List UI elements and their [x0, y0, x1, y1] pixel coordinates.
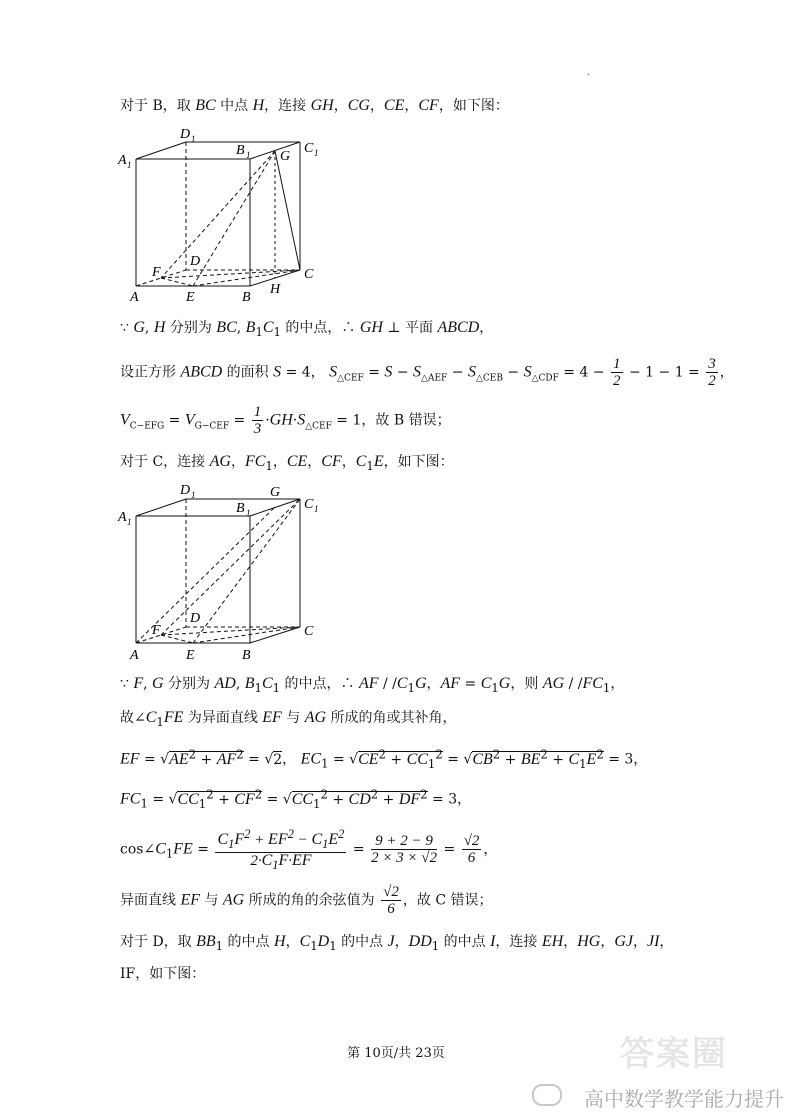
watermark-text: 高中数学教学能力提升: [584, 1087, 784, 1111]
page-footer: 第 10页/共 23页: [347, 1046, 445, 1061]
frac-third: $\frac{1}{3}$: [253, 404, 262, 437]
label-b: B: [242, 290, 251, 304]
sub-3: 1: [246, 150, 251, 160]
frac-three-halves: $\frac{3}{2}$: [708, 356, 716, 389]
label2-f: F: [152, 623, 161, 638]
sub2-4: 1: [314, 504, 319, 514]
wechat-icon: [532, 1084, 562, 1106]
label2-c1: C: [304, 497, 314, 512]
sub-4: 1: [314, 148, 319, 158]
label-c1: C: [304, 141, 314, 156]
label2-a1: A: [118, 510, 127, 525]
label-d1: D: [180, 127, 191, 142]
sub2-1: 1: [127, 517, 132, 527]
label2-g: G: [270, 485, 281, 500]
frac-half: $\frac{1}{2}$: [613, 356, 621, 389]
label-a1: A: [118, 153, 127, 168]
sub-2: 1: [191, 134, 196, 144]
label2-e: E: [186, 648, 195, 663]
label-c: C: [304, 267, 314, 282]
frac-cos-formula: $\frac{C_1F^2 + EF^2 - C_1E^2}{2\cdot C_1F\cdot EF}$: [217, 827, 345, 872]
line-b1: ∵ G, H 分别为 BC, $B_1C_1$ 的中点，∴ GH ⊥ 平面 ABCD，: [120, 319, 494, 339]
frac-root2-6b: $\frac{√2}{6}$: [383, 884, 399, 917]
label2-c: C: [304, 624, 314, 639]
label-b1: B: [236, 143, 245, 158]
cube-svg-1: [110, 124, 330, 304]
line-c5: $\cos\angle C_1FE$ = $\frac{C_1F^2 + EF^2 - C_1E^2}{2\cdot C_1F\cdot EF}$ = $\frac{9 + 2 - 9}{2 \times 3 \times √2}$ = $\frac{√2}{6}$ ，: [120, 827, 498, 872]
label2-d1: D: [180, 483, 191, 498]
line-c4: $FC_1 = √CC_1^2 + CF^2 = √CC_1^2 + CD^2 + DF^2 = 3$，: [120, 787, 472, 811]
label2-b: B: [242, 648, 251, 663]
sub2-3: 1: [246, 508, 251, 518]
frac-cos-values: $\frac{9 + 2 - 9}{2 \times 3 \times √2}$: [371, 833, 438, 866]
line-c3: EF = $√AE^2 + AF^2 = √2$， $EC_1 = √CE^2 + CC_1^2 = √CB^2 + BE^2 + C_1E^2 = 3$，: [120, 747, 648, 771]
label2-d: D: [190, 611, 201, 626]
sub-1: 1: [127, 160, 132, 170]
label-g: G: [280, 149, 291, 164]
watermark-stamp: 答案圈: [620, 1034, 728, 1074]
para-b-intro: 对于 B，取 BC 中点 H，连接 GH，CG，CE，CF，如下图：: [120, 97, 509, 114]
frac-root2-6: $\frac{√2}{6}$: [463, 833, 480, 866]
line-c1: ∵ F, G 分别为 AD, $B_1C_1$ 的中点，∴ AF / $/C_1G$，AF = $C_1G$，则 AG / $/FC_1$，: [120, 675, 625, 695]
cube-svg-2: [110, 476, 330, 666]
label-h: H: [270, 282, 281, 297]
line-d2: IF，如下图：: [120, 966, 206, 982]
label-e: E: [186, 290, 195, 304]
line-b2: 设正方形 ABCD 的面积 S = 4， $S_{\triangle CEF} = S - S_{\triangle AEF} - S_{\triangle CEB} - S_{\triangle CDF} = 4$ − $\frac{1}{2}$ − 1 − 1 = $\frac{3}{2}$ ，: [120, 356, 734, 389]
label-d: D: [190, 254, 201, 269]
label2-a: A: [130, 648, 139, 663]
line-d1: 对于 D，取 $BB_1$ 的中点 H，$C_1D_1$ 的中点 J，$DD_1$ 的中点 I，连接 EH，HG，GJ，JI，: [120, 933, 674, 953]
top-dot: ·: [587, 70, 591, 81]
sub2-2: 1: [191, 490, 196, 500]
line-b3: $V_{C-EFG} = V_{G-CEF}$ = $\frac{1}{3}$ $\cdot GH\cdot S_{\triangle CEF} = 1$，故 B 错误；: [120, 404, 451, 437]
label-a: A: [130, 290, 139, 304]
cube-figure-1: [110, 124, 330, 308]
label-f: F: [152, 265, 161, 280]
line-c6: 异面直线 EF 与 AG 所成的角的余弦值为 $\frac{√2}{6}$ ，故 C 错误；: [120, 884, 493, 917]
line-c2: 故$\angle C_1FE$ 为异面直线 EF 与 AG 所成的角或其补角，: [120, 709, 457, 729]
label2-b1: B: [236, 501, 245, 516]
para-c-intro: 对于 C，连接 AG，$FC_1$，CE，CF，$C_1E$，如下图：: [120, 453, 454, 473]
cube-figure-2: [110, 476, 330, 670]
